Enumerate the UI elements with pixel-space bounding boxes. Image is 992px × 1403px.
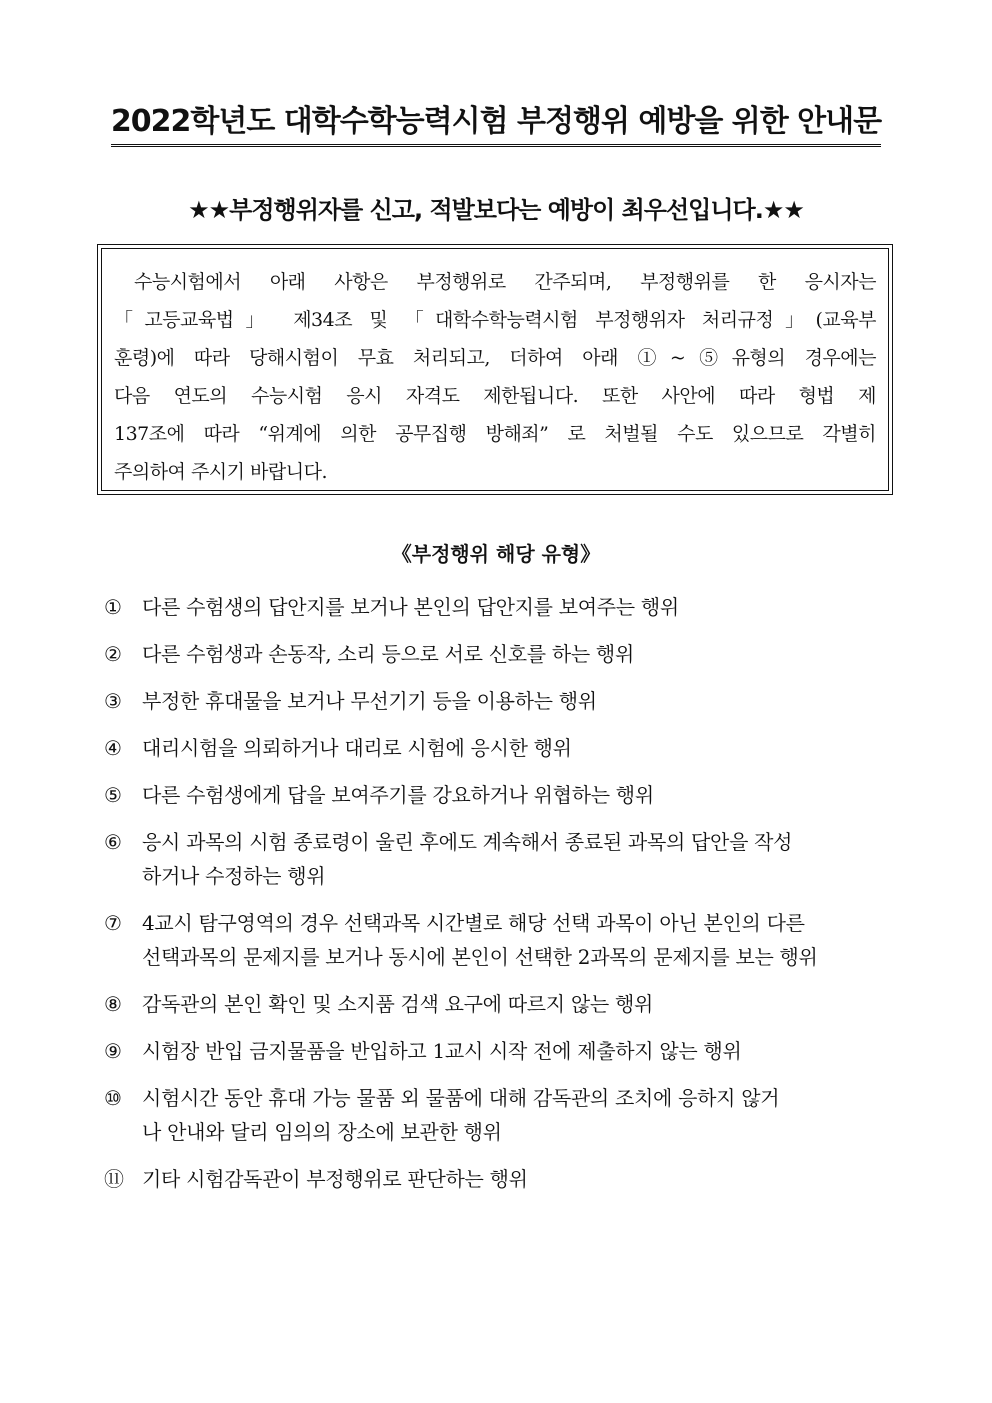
list-item	[104, 1034, 900, 1068]
item-number: ③	[104, 689, 122, 713]
item-line: 다른 수험생과 손동작, 소리 등으로 서로 신호를 하는 행위	[142, 642, 634, 666]
item-text	[142, 987, 900, 1021]
list-item	[104, 1081, 900, 1149]
title-wrap	[0, 96, 992, 147]
notice-inner	[101, 248, 889, 491]
notice-line: 다음 연도의 수능시험 응시 자격도 제한됩니다. 또한 사안에 따라 형법 제	[114, 385, 876, 407]
item-number: ⑥	[104, 830, 122, 854]
item-number: ②	[104, 642, 122, 666]
item-text	[142, 731, 900, 765]
item-text	[142, 637, 900, 671]
list-item	[104, 825, 900, 893]
item-line: 다른 수험생의 답안지를 보거나 본인의 답안지를 보여주는 행위	[142, 595, 679, 619]
section-heading: 《부정행위 해당 유형》	[391, 542, 601, 566]
item-line: 하거나 수정하는 행위	[142, 864, 326, 888]
item-text	[142, 1081, 900, 1149]
list-item	[104, 684, 900, 718]
notice-line: 「고등교육법」 제34조 및 「대학수학능력시험 부정행위자 처리규정」(교육부	[114, 309, 876, 331]
item-text	[142, 825, 900, 893]
item-number: ④	[104, 736, 122, 760]
item-line: 감독관의 본인 확인 및 소지품 검색 요구에 따르지 않는 행위	[142, 992, 653, 1016]
list-item	[104, 731, 900, 765]
notice-line: 수능시험에서 아래 사항은 부정행위로 간주되며, 부정행위를 한 응시자는	[134, 271, 876, 293]
list-item	[104, 637, 900, 671]
violation-list	[104, 590, 900, 1196]
item-line: 나 안내와 달리 임의의 장소에 보관한 행위	[142, 1120, 502, 1144]
item-number: ⑧	[104, 992, 122, 1016]
item-line: 시험시간 동안 휴대 가능 물품 외 물품에 대해 감독관의 조치에 응하지 않거	[142, 1086, 780, 1110]
item-line: 부정한 휴대물을 보거나 무선기기 등을 이용하는 행위	[142, 689, 597, 713]
item-line: 대리시험을 의뢰하거나 대리로 시험에 응시한 행위	[142, 736, 572, 760]
item-text	[142, 778, 900, 812]
item-text	[142, 906, 900, 974]
item-text	[142, 1034, 900, 1068]
item-line: 기타 시험감독관이 부정행위로 판단하는 행위	[142, 1167, 528, 1191]
item-text	[142, 590, 900, 624]
item-number: ⑨	[104, 1039, 122, 1063]
item-line: 응시 과목의 시험 종료령이 울린 후에도 계속해서 종료된 과목의 답안을 작성	[142, 830, 793, 854]
list-item	[104, 987, 900, 1021]
list-item	[104, 1162, 900, 1196]
item-text	[142, 1162, 900, 1196]
item-line: 시험장 반입 금지물품을 반입하고 1교시 시작 전에 제출하지 않는 행위	[142, 1039, 742, 1063]
page-title: 2022학년도 대학수학능력시험 부정행위 예방을 위한 안내문	[111, 96, 881, 147]
notice-line: 주의하여 주시기 바랍니다.	[114, 461, 328, 483]
item-number: ①	[104, 595, 122, 619]
item-line: 4교시 탐구영역의 경우 선택과목 시간별로 해당 선택 과목이 아닌 본인의 다른	[142, 911, 805, 935]
item-line: 선택과목의 문제지를 보거나 동시에 본인이 선택한 2과목의 문제지를 보는 행위	[142, 945, 818, 969]
list-item	[104, 906, 900, 974]
notice-line: 훈령)에 따라 당해시험이 무효 처리되고, 더하여 아래 ①~⑤유형의 경우에는	[114, 347, 876, 369]
item-number: ⑦	[104, 911, 122, 935]
notice-box	[97, 244, 893, 495]
item-number: ⑪	[104, 1167, 124, 1191]
item-number: ⑤	[104, 783, 122, 807]
list-item	[104, 590, 900, 624]
page-subtitle: ★★부정행위자를 신고, 적발보다는 예방이 최우선입니다.★★	[188, 196, 804, 224]
item-text	[142, 684, 900, 718]
notice-line: 137조에 따라 “위계에 의한 공무집행 방해죄” 로 처벌될 수도 있으므로 각별히	[114, 423, 876, 445]
item-number: ⑩	[104, 1086, 122, 1110]
item-line: 다른 수험생에게 답을 보여주기를 강요하거나 위협하는 행위	[142, 783, 654, 807]
list-item	[104, 778, 900, 812]
